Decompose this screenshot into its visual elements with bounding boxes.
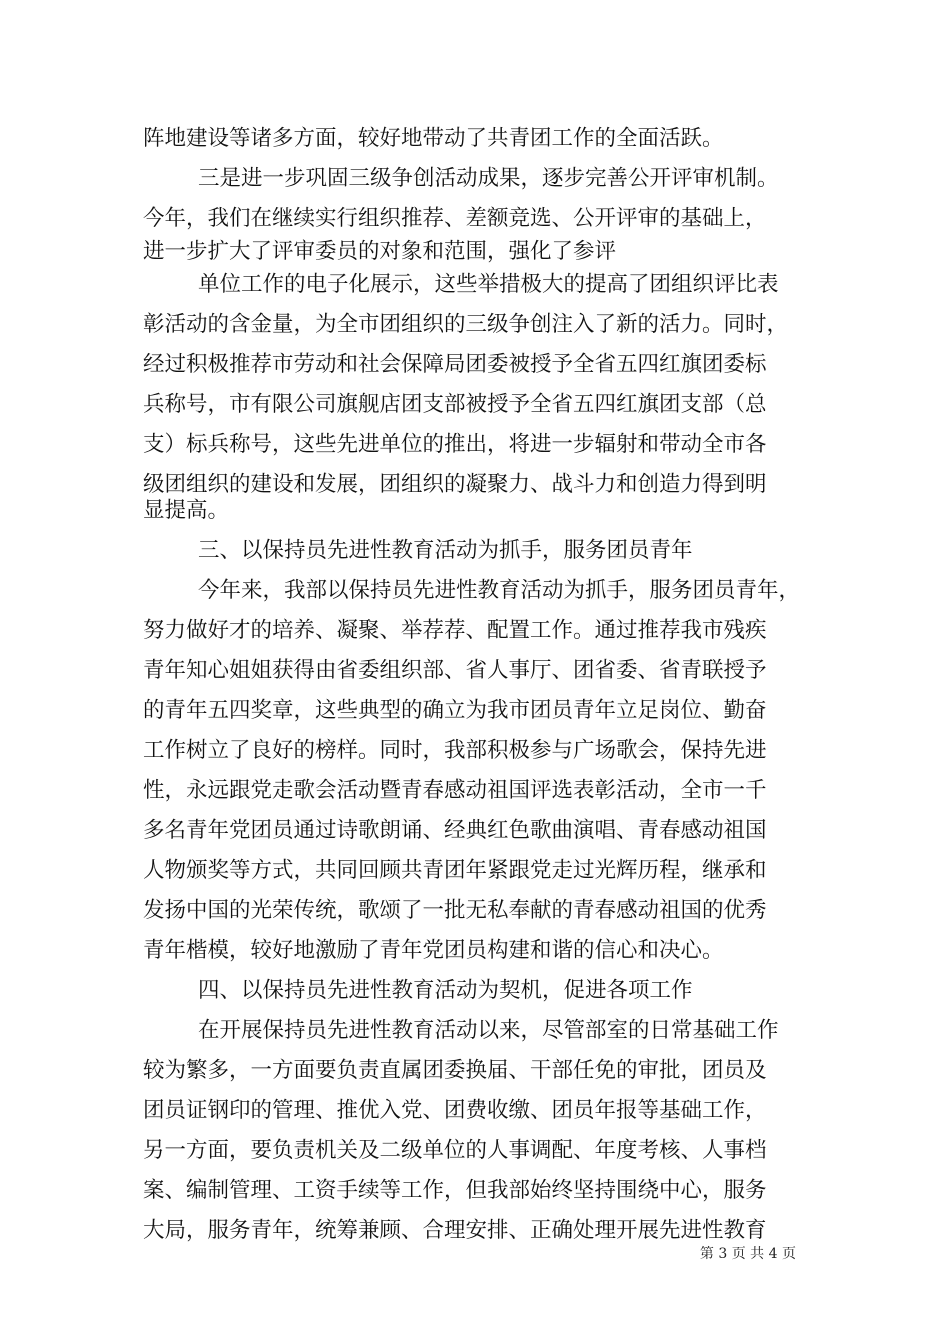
body-line: 在开展保持员先进性教育活动以来，尽管部室的日常基础工作 [198,1018,779,1043]
body-line: 今年来，我部以保持员先进性教育活动为抓手，服务团员青年， [198,578,801,603]
body-line: 阵地建设等诸多方面，较好地带动了共青团工作的全面活跃。 [143,126,724,151]
body-line: 今年，我们在继续实行组织推荐、差额竞选、公开评审的基础上， [143,206,767,231]
body-line: 多名青年党团员通过诗歌朗诵、经典红色歌曲演唱、青春感动祖国 [143,818,767,843]
body-line: 较为繁多，一方面要负责直属团委换届、干部任免的审批，团员及 [143,1058,767,1083]
body-line: 经过积极推荐市劳动和社会保障局团委被授予全省五四红旗团委标 [143,352,767,377]
body-line: 进一步扩大了评审委员的对象和范围，强化了参评 [143,239,617,264]
body-line: 努力做好才的培养、凝聚、举荐荐、配置工作。通过推荐我市残疾 [143,618,767,643]
page-number: 第 3 页 共 4 页 [699,1246,796,1262]
section-heading: 四、以保持员先进性教育活动为契机，促进各项工作 [198,978,693,1003]
body-line: 工作树立了良好的榜样。同时，我部积极参与广场歌会，保持先进 [143,738,767,763]
body-line: 案、编制管理、工资手续等工作，但我部始终坚持围绕中心，服务 [143,1178,767,1203]
body-line: 单位工作的电子化展示，这些举措极大的提高了团组织评比表 [198,272,779,297]
body-line: 彰活动的含金量，为全市团组织的三级争创注入了新的活力。同时， [143,312,789,337]
body-line: 三是进一步巩固三级争创活动成果，逐步完善公开评审机制。 [198,166,779,191]
body-line: 性，永远跟党走歌会活动暨青春感动祖国评选表彰活动，全市一千 [143,778,767,803]
body-line: 人物颁奖等方式，共同回顾共青团年紧跟党走过光辉历程，继承和 [143,858,767,883]
body-line: 支）标兵称号，这些先进单位的推出，将进一步辐射和带动全市各 [143,432,767,457]
body-line: 级团组织的建设和发展，团组织的凝聚力、战斗力和创造力得到明 [143,472,767,497]
body-line: 团员证钢印的管理、推优入党、团费收缴、团员年报等基础工作， [143,1098,767,1123]
body-line: 青年知心姐姐获得由省委组织部、省人事厅、团省委、省青联授予 [143,658,767,683]
body-line: 显提高。 [143,498,230,523]
body-line: 大局，服务青年，统筹兼顾、合理安排、正确处理开展先进性教育 [143,1218,767,1243]
body-line: 兵称号，市有限公司旗舰店团支部被授予全省五四红旗团支部（总 [143,392,767,417]
body-line: 另一方面，要负责机关及二级单位的人事调配、年度考核、人事档 [143,1138,767,1163]
section-heading: 三、以保持员先进性教育活动为抓手，服务团员青年 [198,538,693,563]
body-line: 发扬中国的光荣传统，歌颂了一批无私奉献的青春感动祖国的优秀 [143,898,767,923]
body-line: 青年楷模，较好地激励了青年党团员构建和谐的信心和决心。 [143,938,724,963]
body-line: 的青年五四奖章，这些典型的确立为我市团员青年立足岗位、勤奋 [143,698,767,723]
